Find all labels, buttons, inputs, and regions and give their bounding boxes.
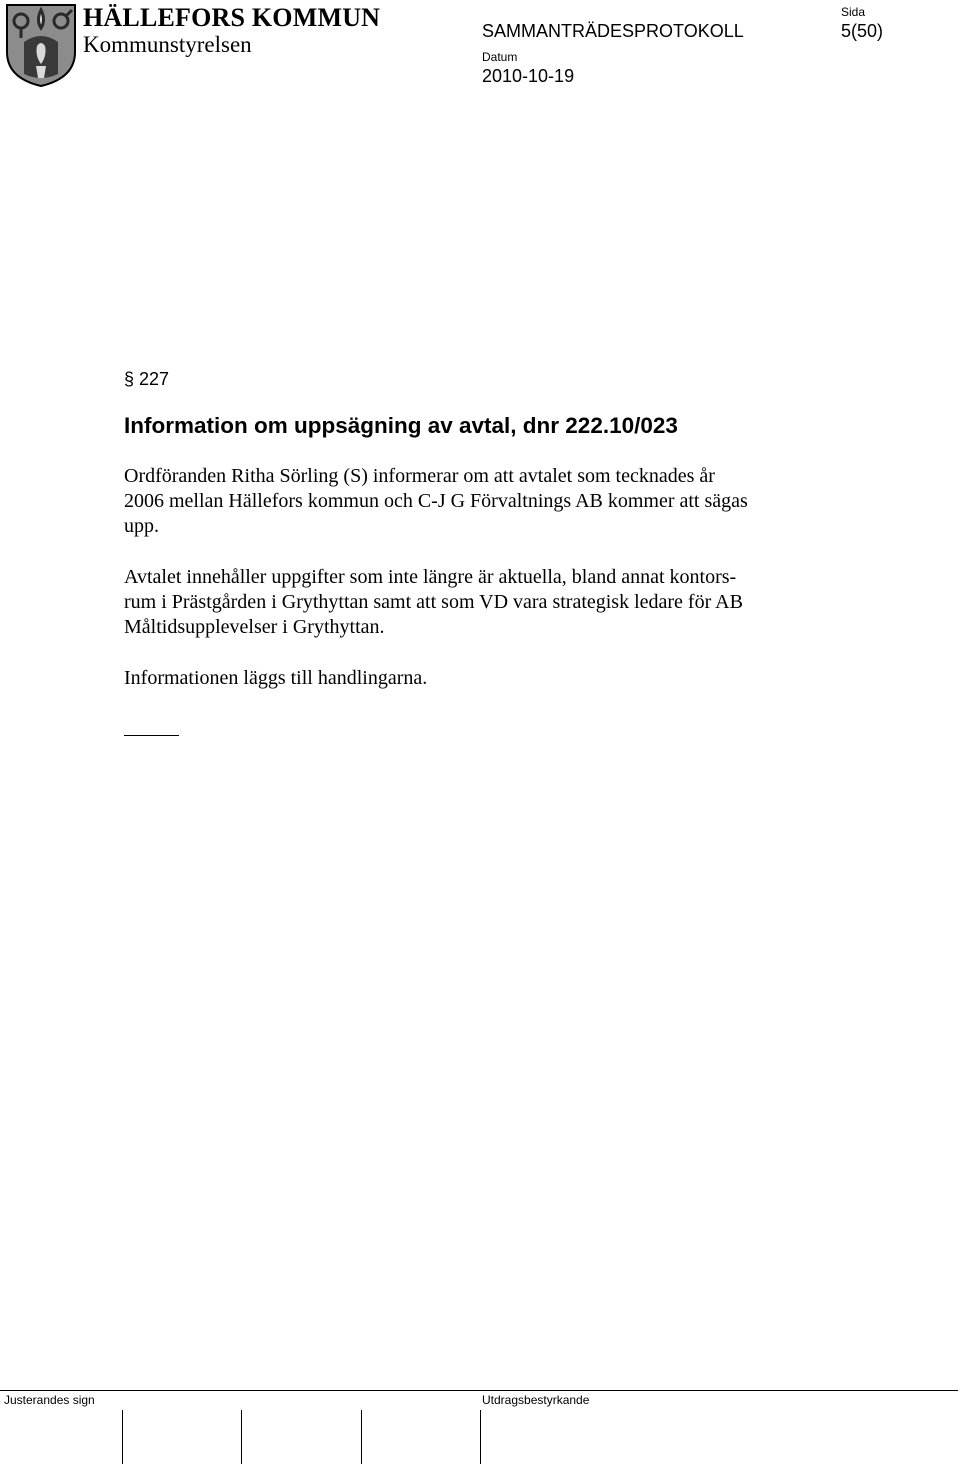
body-line: rum i Prästgården i Grythyttan samt att som VD vara strategisk ledare för AB	[124, 591, 743, 613]
footer-label-utdrag: Utdragsbestyrkande	[482, 1393, 590, 1407]
body-line: Ordföranden Ritha Sörling (S) informerar om att avtalet som tecknades år	[124, 465, 715, 487]
paragraph-number: § 227	[124, 369, 170, 389]
signature-field-divider	[361, 1410, 362, 1464]
section-end-rule	[124, 735, 179, 736]
body-line: upp.	[124, 515, 159, 537]
body-line: Informationen läggs till handlingarna.	[124, 667, 428, 689]
signature-field-divider	[241, 1410, 242, 1464]
meeting-date: 2010-10-19	[482, 66, 575, 86]
document-type: SAMMANTRÄDESPROTOKOLL	[482, 21, 744, 41]
footer-label-justerandes: Justerandes sign	[4, 1393, 95, 1407]
signature-field-divider	[122, 1410, 123, 1464]
body-line: Måltidsupplevelser i Grythyttan.	[124, 616, 385, 638]
page-number: 5(50)	[841, 21, 884, 41]
signature-field-divider	[480, 1410, 481, 1464]
organization-department: Kommunstyrelsen	[83, 32, 252, 57]
organization-name: HÄLLEFORS KOMMUN	[83, 3, 381, 32]
section-title: Information om uppsägning av avtal, dnr 222.10/023	[124, 413, 678, 438]
footer-divider	[0, 1390, 958, 1391]
body-line: Avtalet innehåller uppgifter som inte längre är aktuella, bland annat kontors-	[124, 566, 737, 588]
body-line: 2006 mellan Hällefors kommun och C-J G Förvaltnings AB kommer att sägas	[124, 490, 748, 512]
date-label: Datum	[482, 50, 518, 64]
page-label: Sida	[841, 5, 866, 19]
municipal-coat-of-arms-icon	[4, 2, 78, 88]
